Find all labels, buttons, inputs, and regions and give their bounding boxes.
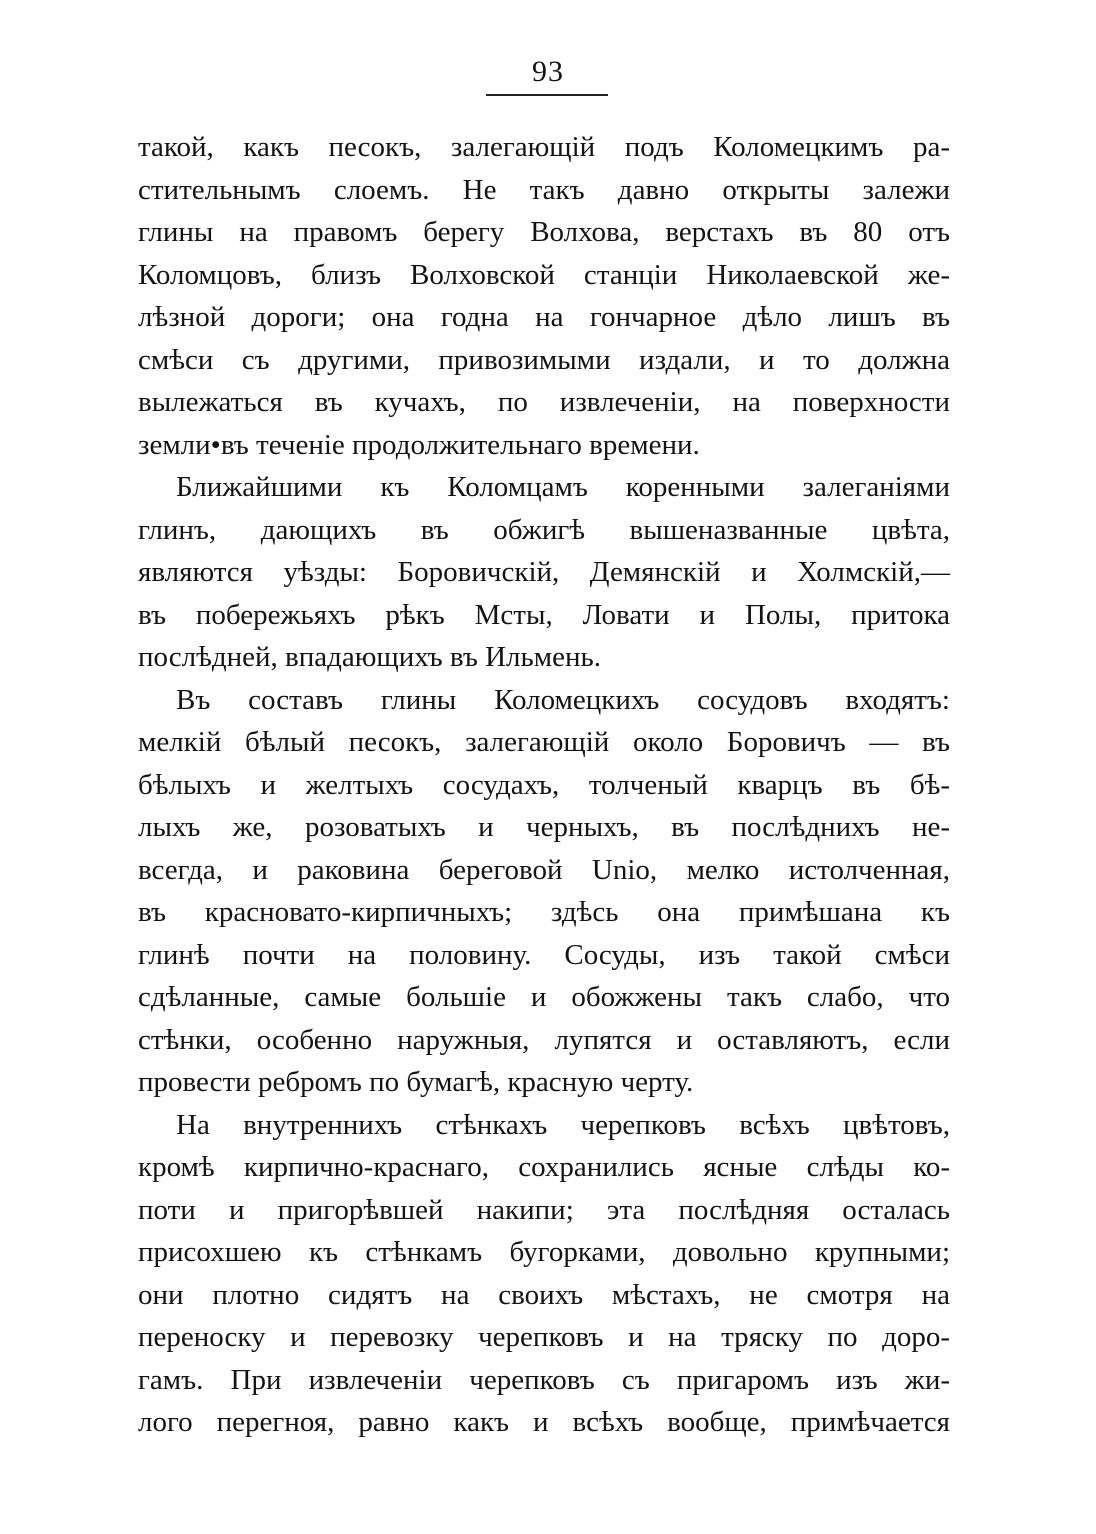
text-line: лыхъ же, розоватыхъ и черныхъ, въ послѣднихъ не- [138, 811, 950, 843]
text-line: Въ составъ глины Коломецкихъ сосудовъ входятъ: [176, 683, 950, 716]
body-text [138, 126, 950, 1444]
text-line: мелкій бѣлый песокъ, залегающій около Боровичъ — въ [138, 726, 950, 758]
text-line: послѣдней, впадающихъ въ Ильмень. [138, 641, 601, 673]
text-line: глинѣ почти на половину. Сосуды, изъ такой смѣси [138, 938, 950, 971]
text-line: глинъ, дающихъ въ обжигѣ вышеназванные цвѣта, [138, 513, 950, 546]
text-line: земли•въ теченіе продолжительнаго времени. [138, 428, 700, 461]
text-line: въ побережьяхъ рѣкъ Мсты, Ловати и Полы, притока [138, 598, 950, 631]
text-line: кромѣ кирпично-краснаго, сохранились ясные слѣды ко- [138, 1151, 950, 1183]
text-line: Коломцовъ, близъ Волховской станціи Николаевской же- [138, 258, 950, 291]
text-line: стѣнки, особенно наружныя, лупятся и оставляютъ, если [138, 1023, 950, 1056]
text-line: являются уѣзды: Боровичскій, Демянскій и Холмскій,— [138, 556, 950, 588]
text-line: лѣзной дороги; она годна на гончарное дѣло лишъ въ [138, 301, 950, 333]
paragraph [138, 1104, 950, 1444]
paragraph [138, 679, 950, 1104]
text-line: всегда, и раковина береговой Unio, мелко истолченная, [138, 853, 950, 886]
text-line: лого перегноя, равно какъ и всѣхъ вообще, примѣчается [138, 1406, 950, 1438]
text-line: вылежаться въ кучахъ, по извлеченіи, на поверхности [138, 386, 950, 418]
text-line: гамъ. При извлеченіи черепковъ съ пригаромъ изъ жи- [138, 1363, 950, 1396]
paragraph [138, 126, 950, 466]
page-number: 93 [532, 55, 564, 88]
text-line: поти и пригорѣвшей накипи; эта послѣдняя осталась [138, 1193, 950, 1226]
text-line: сдѣланные, самые большіе и обожжены такъ слабо, что [138, 981, 950, 1013]
text-line: переноску и перевозку черепковъ и на тряску по доро- [138, 1321, 950, 1353]
text-line: бѣлыхъ и желтыхъ сосудахъ, толченый кварцъ въ бѣ- [138, 768, 950, 801]
text-line: стительнымъ слоемъ. Не такъ давно открыты залежи [138, 173, 950, 206]
text-line: смѣси съ другими, привозимыми издали, и то должна [138, 343, 950, 376]
text-line: въ красновато-кирпичныхъ; здѣсь она примѣшана къ [138, 896, 950, 928]
header-rule [486, 94, 608, 96]
text-line: Ближайшими къ Коломцамъ коренными залеганіями [176, 471, 950, 503]
text-line: такой, какъ песокъ, залегающій подъ Коломецкимъ ра- [138, 131, 950, 163]
paragraph [138, 466, 950, 679]
text-line: присохшею къ стѣнкамъ бугорками, довольно крупными; [138, 1236, 950, 1268]
text-line: На внутреннихъ стѣнкахъ черепковъ всѣхъ цвѣтовъ, [176, 1108, 950, 1141]
text-line: они плотно сидятъ на своихъ мѣстахъ, не смотря на [138, 1278, 950, 1311]
text-line: провести ребромъ по бумагѣ, красную черту. [138, 1066, 694, 1098]
text-line: глины на правомъ берегу Волхова, верстахъ въ 80 отъ [138, 216, 950, 248]
